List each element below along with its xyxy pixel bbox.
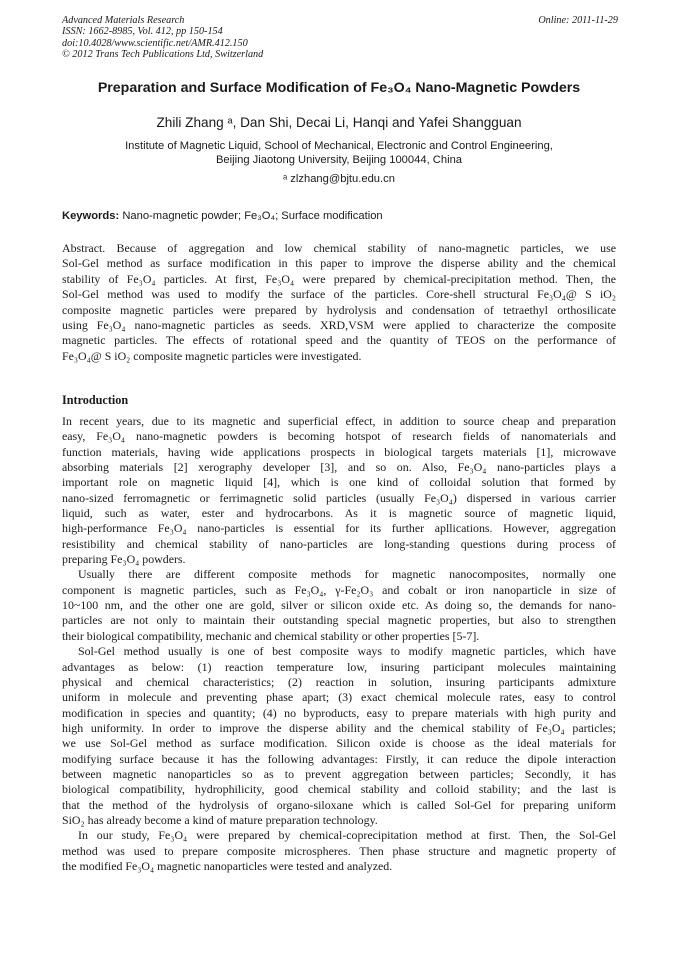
paper-title: Preparation and Surface Modification of Fe₃O₄ Nano-Magnetic Powders	[97, 80, 581, 96]
body-line: biological compatibility, hydrophilicity, good chemical stability and colloid stability; and the last is	[62, 782, 616, 797]
abstract-line: composite magnetic particles were prepared by hydrolysis and condensation of tetraethyl orthosilicate	[62, 302, 616, 317]
body-line: uniform in molecule and preventing phase apart; (3) exact chemical molecule rates, easy to control	[62, 690, 616, 705]
abstract-line: magnetic particles. The effects of rotational speed and the quantity of TEOS on the performance of	[62, 333, 616, 348]
abstract-line: Sol-Gel method was used to modify the surface of the particles. Core-shell structural Fe₃O₄@ S iO₂	[62, 287, 616, 302]
affiliation	[40, 139, 638, 167]
body-line: resistibility and chemical stability of nano-particles are long-standing questions during process of	[62, 536, 616, 551]
online-date: Online: 2011-11-29	[538, 15, 618, 26]
abstract-line: using Fe₃O₄ nano-magnetic particles as seeds. XRD,VSM were applied to characterize the composite	[62, 318, 616, 333]
abstract	[62, 241, 616, 364]
body-line: modification in species and quantity; (4) no byproducts, easy to prepare materials with high purity and	[62, 705, 616, 720]
body-line: the modified Fe₃O₄ magnetic nanoparticles were tested and analyzed.	[62, 858, 393, 873]
abstract-line: Sol-Gel method as surface modification in this paper to improve the disperse ability and the chemical	[62, 256, 616, 271]
body-line: Sol-Gel method usually is one of best composite ways to modify magnetic particles, which have	[78, 644, 616, 659]
body-line: that the method of the hydrolysis of organo-siloxane which is called Sol-Gel for preparing uniform	[62, 797, 616, 812]
abstract-line: stability of Fe₃O₄ particles. At first, Fe₃O₄ were prepared by chemical-precipitation method. Then, the	[62, 271, 616, 286]
body-line: SiO₂ has already become a kind of mature preparation technology.	[62, 812, 378, 827]
body-line: 10~100 nm, and the other one are gold, silver or silicon oxide etc. As doing so, the demands for nano-	[62, 598, 616, 613]
body-line: physical and chemical characteristics; (2) reaction in solution, insuring participants admixture	[62, 674, 616, 689]
body-line: In our study, Fe₃O₄ were prepared by chemical-coprecipitation method at first. Then, the Sol-Gel	[78, 828, 616, 843]
journal-name: Advanced Materials Research	[62, 15, 185, 26]
affiliation-line: Institute of Magnetic Liquid, School of Mechanical, Electronic and Control Engineering,	[125, 140, 553, 152]
body-line: modifying surface because it has the following advantages: Firstly, it can reduce the dipole interaction	[62, 751, 616, 766]
body-line: Usually there are different composite methods for magnetic nanocomposites, normally one	[78, 567, 616, 582]
body-line: easy, Fe₃O₄ nano-magnetic powders is becoming hotspot of research fields of nanomaterials and	[62, 429, 616, 444]
body-line: important role on magnetic liquid [4], which is one kind of colloidal solution that formed by	[62, 475, 616, 490]
author-email: ᵃ zlzhang@bjtu.edu.cn	[283, 173, 395, 185]
section-heading: Introduction	[62, 393, 129, 407]
body-line: function materials, having wide applications prospects in biological targets materials [1], microwave	[62, 444, 616, 459]
introduction-body	[62, 414, 616, 874]
abstract-line: Abstract. Because of aggregation and low chemical stability of nano-magnetic particles, we use	[62, 241, 616, 255]
body-line: component is magnetic particles, such as Fe₃O₄, γ-Fe₂O₃ and cobalt or iron nanoparticle in size of	[62, 582, 616, 597]
body-line: advantages as below: (1) reaction temperature low, insuring participant molecules maintaining	[62, 659, 616, 674]
body-line: we use Sol-Gel method as surface modification. Silicon oxide is choose as the ideal materials for	[62, 736, 616, 751]
body-line: high-performance Fe₃O₄ nano-particles is essential for its further apllications. However, aggregation	[62, 521, 616, 536]
abstract-line: Fe₃O₄@ S iO₂ composite magnetic particles were investigated.	[62, 348, 362, 363]
author-list: Zhili Zhang ᵃ, Dan Shi, Decai Li, Hanqi and Yafei Shangguan	[156, 115, 522, 130]
keywords-label: Keywords:	[62, 210, 120, 222]
keywords	[62, 210, 622, 222]
copyright-line: © 2012 Trans Tech Publications Ltd, Switzerland	[62, 49, 264, 61]
body-line: between magnetic nanoparticles so as to prevent aggregation between particles; Secondly, it has	[62, 766, 616, 781]
body-line: absorbing materials [2] xerography developer [3], and so on. Also, Fe₃O₄ nano-particles plays a	[62, 460, 616, 475]
body-line: their biological compatibility, mechanic and chemical stability or other properties [5-7].	[62, 628, 480, 643]
body-line: particles are not only to maintain their outstanding special magnetic properties, but also to strengthen	[62, 613, 616, 628]
body-line: nano-sized ferromagnetic or ferrimagnetic solid particles (usually Fe₃O₄) dispersed in various carrier	[62, 490, 616, 505]
journal-header	[62, 15, 618, 61]
body-line: method was used to prepare composite microspheres. Then phase structure and magnetic property of	[62, 843, 616, 858]
issn-line: ISSN: 1662-8985, Vol. 412, pp 150-154	[62, 26, 223, 38]
body-line: preparing Fe₃O₄ powders.	[62, 552, 186, 567]
body-line: high uniformity. In order to improve the disperse ability and the chemical stability of Fe₃O₄ particles;	[62, 720, 616, 735]
body-line: liquid, such as water, ester and hydrocarbons. As it is magnetic source of magnetic liquid,	[62, 506, 616, 521]
keywords-text: Nano-magnetic powder; Fe₃O₄; Surface modification	[122, 210, 383, 222]
body-line: In recent years, due to its magnetic and superficial effect, in addition to source cheap and preparation	[62, 414, 616, 428]
affiliation-line: Beijing Jiaotong University, Beijing 100044, China	[215, 154, 463, 167]
doi-line: doi:10.4028/www.scientific.net/AMR.412.150	[62, 37, 248, 49]
